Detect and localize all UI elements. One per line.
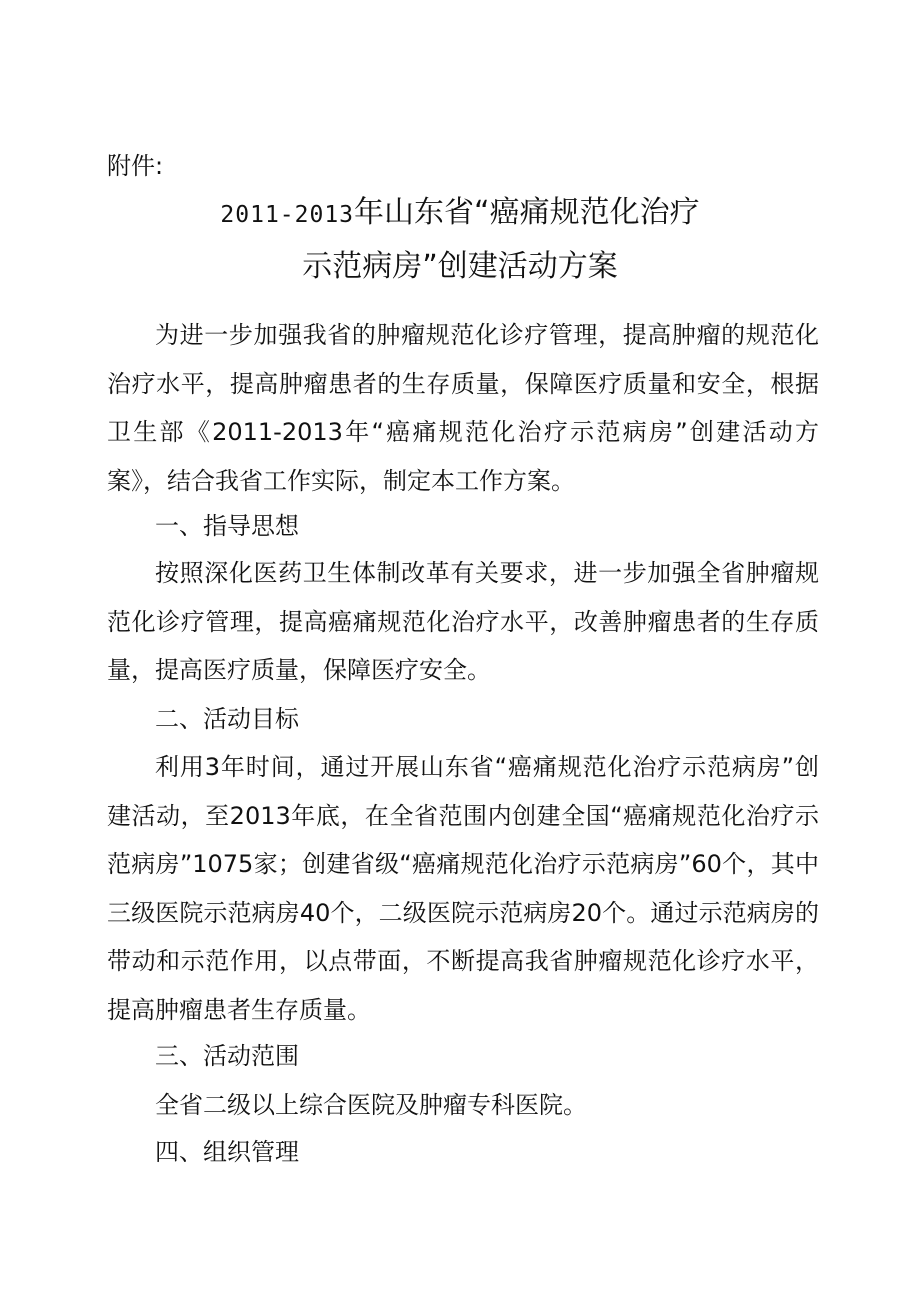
section-heading-activity-goals: 二、活动目标 [155, 705, 299, 733]
document-title-line-1 [0, 191, 920, 237]
section-paragraph-activity-goals: 利用3年时间，通过开展山东省“癌痛规范化治疗示范病房”创建活动，至2013年底，在全省范围内创建全国“癌痛规范化治疗示范病房”1075家；创建省级“癌痛规范化治疗示范病房”60个，其中三级医院示范病房40个，二级医院示范病房20个。通过示范病房的带动和示范作用，以点带面，不断提高我省肿瘤规范化诊疗水平，提高肿瘤患者生存质量。 [107, 753, 819, 1024]
section-paragraph-guiding-principle: 按照深化医药卫生体制改革有关要求，进一步加强全省肿瘤规范化诊疗管理，提高癌痛规范化治疗水平，改善肿瘤患者的生存质量，提高医疗质量，保障医疗安全。 [107, 559, 819, 684]
title-year-range: 2011-2013 [220, 202, 355, 228]
title-line-1-text: 年山东省“癌痛规范化治疗 [354, 195, 700, 230]
section-heading-guiding-principle: 一、指导思想 [155, 512, 299, 540]
document-title-line-2: 示范病房”创建活动方案 [302, 249, 618, 284]
section-heading-activity-scope: 三、活动范围 [155, 1042, 299, 1070]
section-heading-organization-management: 四、组织管理 [155, 1138, 299, 1166]
intro-paragraph: 为进一步加强我省的肿瘤规范化诊疗管理，提高肿瘤的规范化治疗水平，提高肿瘤患者的生存质量，保障医疗质量和安全，根据卫生部《2011-2013年“癌痛规范化治疗示范病房”创建活动方案》，结合我省工作实际，制定本工作方案。 [107, 321, 819, 495]
section-paragraph-activity-scope: 全省二级以上综合医院及肿瘤专科医院。 [155, 1091, 587, 1119]
attachment-label: 附件: [107, 152, 164, 180]
